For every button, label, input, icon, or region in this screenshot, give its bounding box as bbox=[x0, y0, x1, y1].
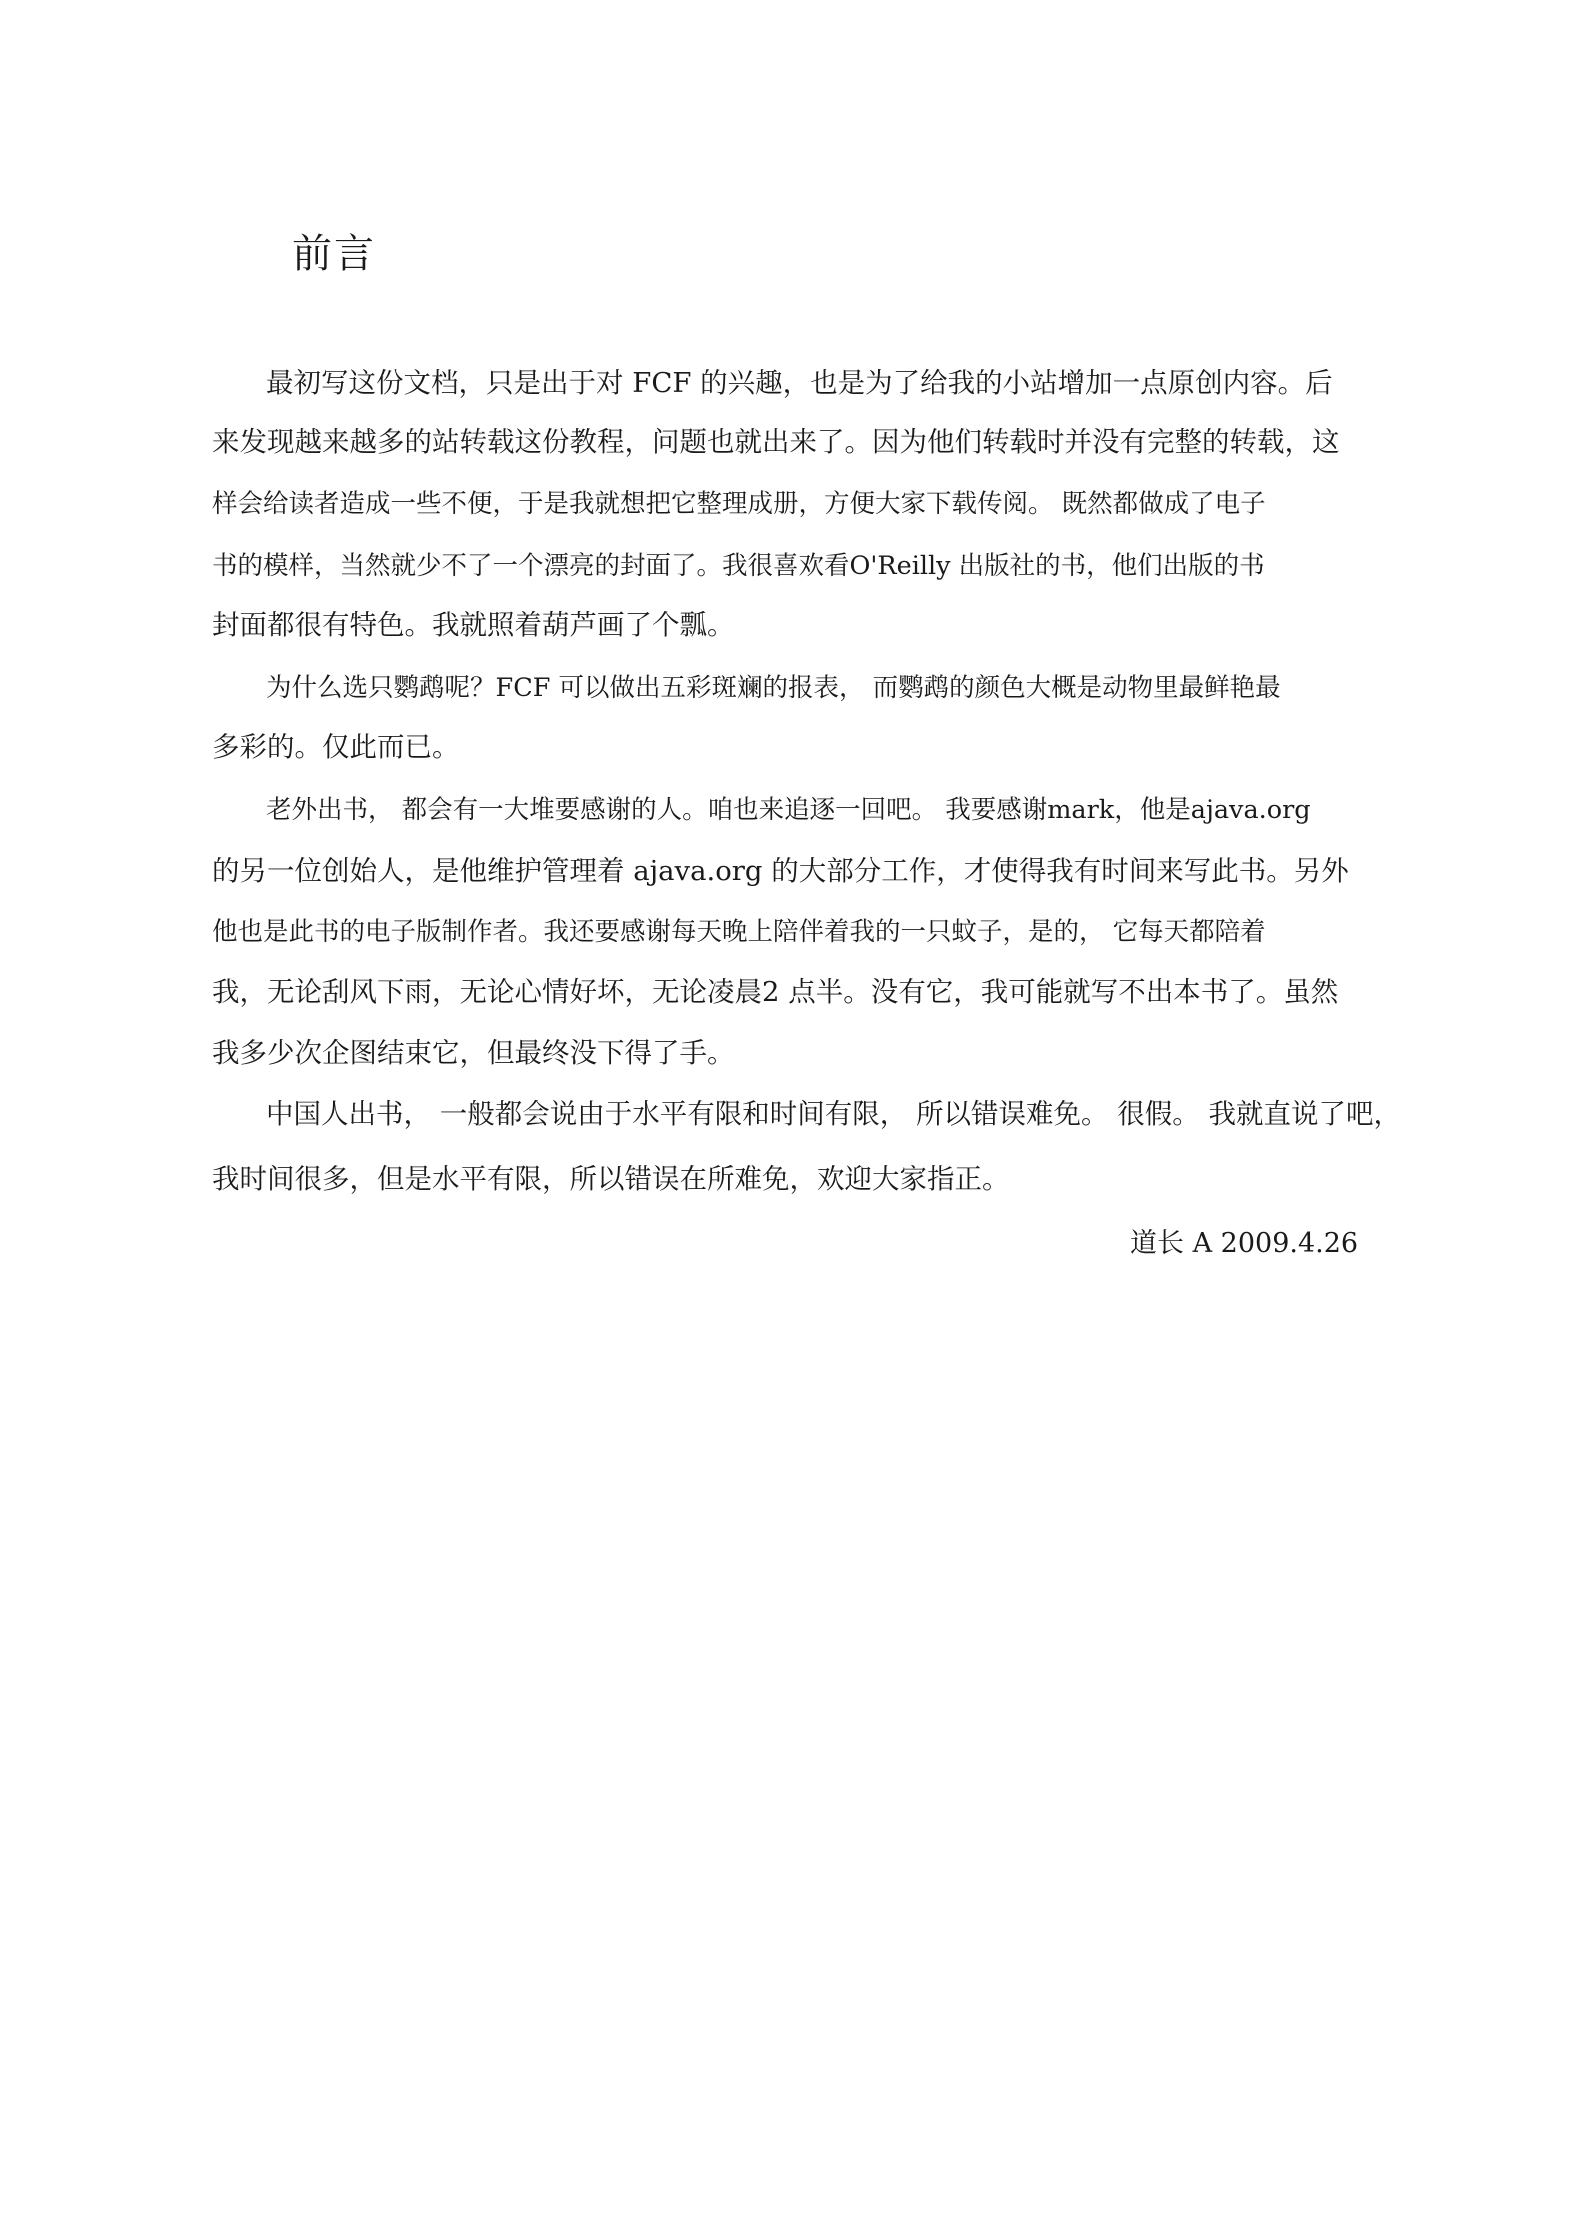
paragraph-line: 中国人出书， 一般都会说由于水平有限和时间有限， 所以错误难免。 很假。 我就直说了吧， bbox=[266, 1098, 1401, 1130]
page-title: 前言 bbox=[292, 231, 376, 277]
paragraph-line: 我时间很多，但是水平有限，所以错误在所难免，欢迎大家指正。 bbox=[212, 1163, 1010, 1195]
paragraph-line: 来发现越来越多的站转载这份教程，问题也就出来了。因为他们转载时并没有完整的转载，这 bbox=[212, 426, 1340, 458]
paragraph-line: 最初写这份文档，只是出于对 FCF 的兴趣，也是为了给我的小站增加一点原创内容。后 bbox=[266, 367, 1333, 399]
paragraph-line: 老外出书， 都会有一大堆要感谢的人。咱也来追逐一回吧。 我要感谢mark，他是ajava.org bbox=[266, 795, 1311, 825]
paragraph-line: 的另一位创始人，是他维护管理着 ajava.org 的大部分工作，才使得我有时间来写此书。另外 bbox=[212, 855, 1349, 887]
paragraph-line: 书的模样，当然就少不了一个漂亮的封面了。我很喜欢看O'Reilly 出版社的书，他们出版的书 bbox=[212, 551, 1265, 581]
paragraph-line: 我多少次企图结束它，但最终没下得了手。 bbox=[212, 1037, 735, 1069]
paragraph-line: 样会给读者造成一些不便，于是我就想把它整理成册，方便大家下载传阅。 既然都做成了电子 bbox=[212, 489, 1266, 519]
paragraph-line: 他也是此书的电子版制作者。我还要感谢每天晚上陪伴着我的一只蚊子，是的， 它每天都陪着 bbox=[212, 917, 1266, 947]
paragraph-line: 封面都很有特色。我就照着葫芦画了个瓢。 bbox=[212, 609, 735, 641]
signature: 道长 A 2009.4.26 bbox=[1130, 1228, 1359, 1259]
paragraph-line: 我，无论刮风下雨，无论心情好坏，无论凌晨2 点半。没有它，我可能就写不出本书了。虽然 bbox=[212, 976, 1339, 1008]
paragraph-line: 为什么选只鹦鹉呢？FCF 可以做出五彩斑斓的报表， 而鹦鹉的颜色大概是动物里最鲜艳最 bbox=[266, 673, 1281, 703]
paragraph-line: 多彩的。仅此而已。 bbox=[212, 731, 460, 763]
